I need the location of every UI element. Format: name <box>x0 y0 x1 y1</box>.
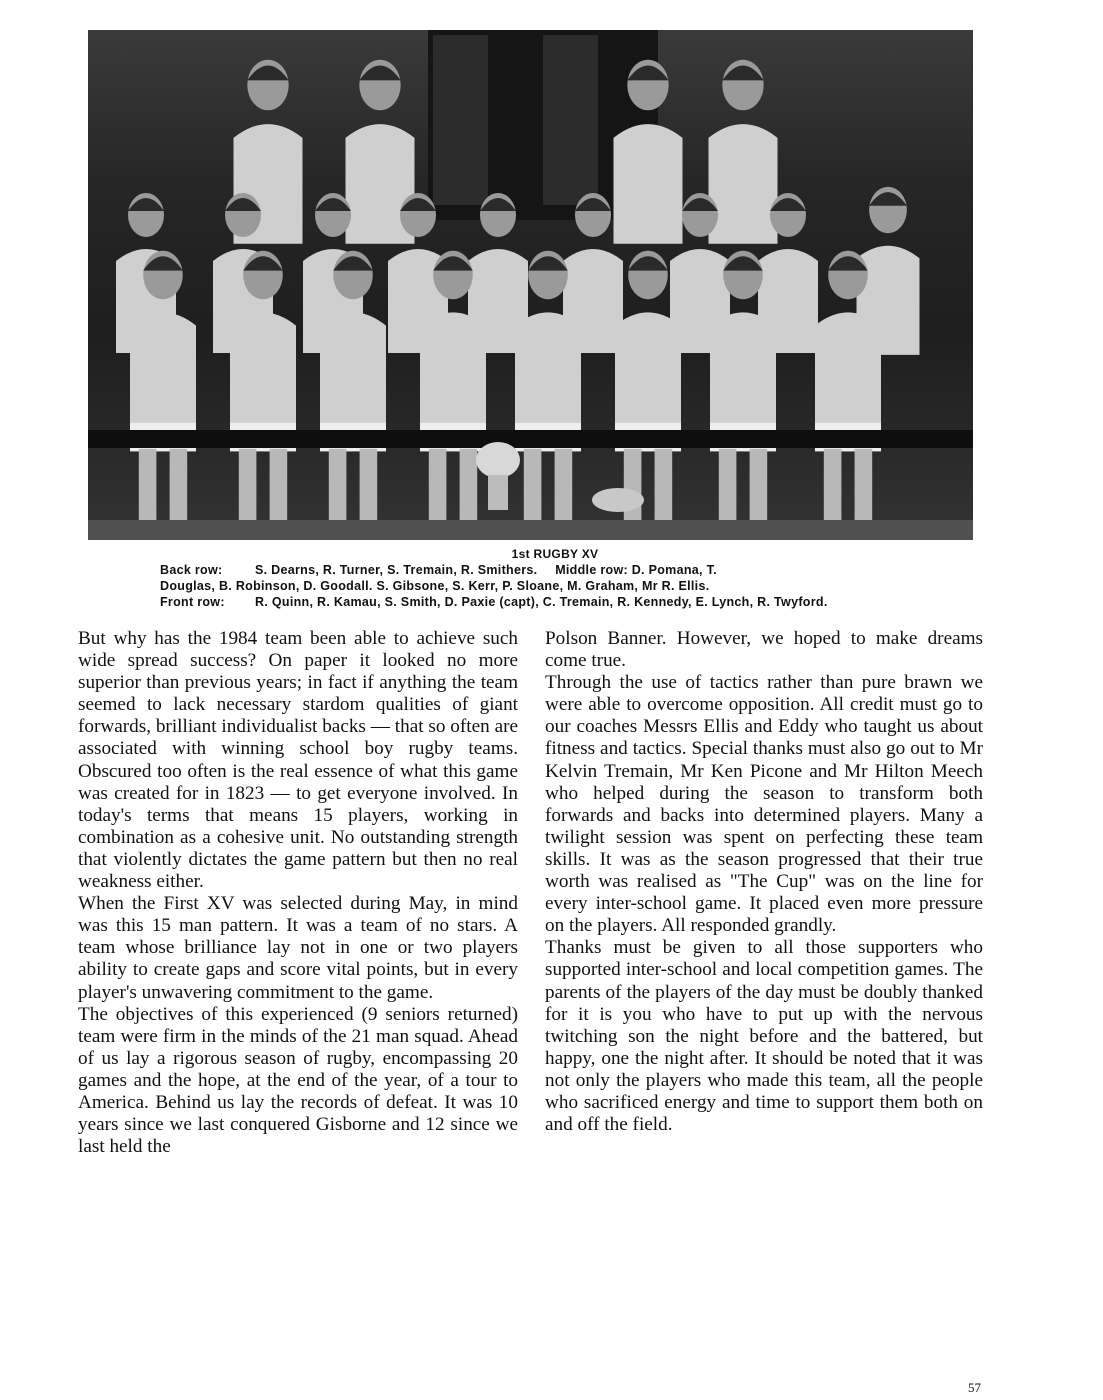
caption-front-row <box>160 594 990 610</box>
team-photo-icon <box>88 30 973 540</box>
paragraph: Through the use of tactics rather than pure brawn we were able to overcome opposition. All credit must go to our coaches Messrs Ellis and Eddy who taught us about fitness and tactics. Special thanks must also go out to Mr Kelvin Tremain, Mr Ken Picone and Mr Hilton Meech who helped during the season to transform both forwards and backs into determined players. Many a twilight session was spent on perfecting these team skills. It was as the season progressed that their true worth was realised as "The Cup" was on the line for every inter-school game. It placed even more pressure on the players. All responded grandly. <box>545 672 983 937</box>
caption-title: 1st RUGBY XV <box>511 547 599 561</box>
article-right-column <box>545 628 983 1136</box>
paragraph: The objectives of this experienced (9 seniors returned) team were firm in the minds of the 21 man squad. Ahead of us lay a rigorous season of rugby, encompassing 20 games and the hope, at the end of the year, of a tour to America. Behind us lay the records of defeat. It was 10 years since we last conquered Gisborne and 12 since we last held the <box>78 1003 518 1158</box>
paragraph: But why has the 1984 team been able to achieve such wide spread success? On paper it looked no more superior than previous years; in fact if anything the team seemed to lack necessary stardom qualities of giant forwards, brilliant individualist backs — that so often are associated with winning school boy rugby teams. Obscured too often is the real essence of what this game was created for in 1823 — to get everyone involved. In today's terms that means 15 players, working in combination as a cohesive unit. No outstanding strength that violently dictates the game pattern but then no real weakness either. <box>78 628 518 893</box>
caption-middle-row: Douglas, B. Robinson, D. Goodall. S. Gibsone, S. Kerr, P. Sloane, M. Graham, Mr R. Ellis. <box>160 579 710 593</box>
paragraph: When the First XV was selected during May, in mind was this 15 man pattern. It was a team of no stars. A team whose brilliance lay not in one or two players ability to create gaps and score vital points, but in every player's unwavering commitment to the game. <box>78 893 518 1003</box>
article-left-column <box>78 628 518 1158</box>
paragraph: Thanks must be given to all those supporters who supported inter-school and local competition games. The parents of the players of the day must be doubly thanked for it is you who have to put up with the nervous twitching son the night before and the battered, but happy, one the night after. It should be noted that it was not only the players who made this team, all the people who sacrificed energy and time to support them both on and off the field. <box>545 937 983 1136</box>
photo-caption <box>160 546 990 610</box>
front-row-names: R. Quinn, R. Kamau, S. Smith, D. Paxie (capt), C. Tremain, R. Kennedy, E. Lynch, R. Twyford. <box>255 595 828 609</box>
page-number: 57 <box>968 1380 981 1395</box>
middle-row-names-1: D. Pomana, T. <box>631 563 717 577</box>
back-row-names: S. Dearns, R. Turner, S. Tremain, R. Smithers. <box>255 563 538 577</box>
back-row-label: Back row: <box>160 563 223 577</box>
front-row-label: Front row: <box>160 595 225 609</box>
middle-row-label: Middle row: <box>555 563 628 577</box>
caption-back-row <box>160 562 990 578</box>
paragraph: Polson Banner. However, we hoped to make dreams come true. <box>545 628 983 672</box>
player-figure <box>709 60 778 244</box>
team-photo <box>88 30 973 540</box>
